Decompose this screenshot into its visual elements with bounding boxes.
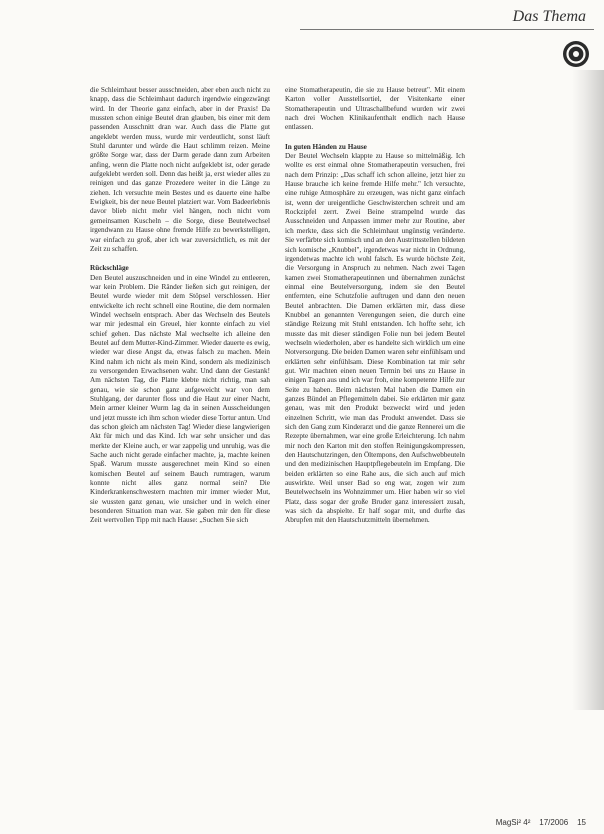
page-number: 15 [577,818,586,827]
right-section-heading: In guten Händen zu Hause [285,142,367,151]
left-body-paragraph: Den Beutel auszuschneiden und in eine Windel zu entleeren, war kein Problem. Die Ränder ließen sich gut reinigen, der Beutel wurde wieder mit dem Stöpsel verschlossen. Hier entwickelte ich recht schnell eine Routine, die dem normalen Windel wechseln entsprach. Aber das Wechseln des Beutels war mir jedesmal ein Greuel, hier konnte einfach zu viel schief gehen. Das nächste Mal wechselte ich alleine den Beutel auf dem Mutter-Kind-Zimmer. Wieder dauerte es ewig, wieder war diese Angst da, etwas falsch zu machen. Mein Kind nahm ich nicht als mein Kind, sondern als medizinisch zu versorgenden Erwachsenen wahr. Und dann der Gestank! Am nächsten Tag, die Platte klebte nicht richtig, man sah genau, wie sie schon ganz aufgeweicht war von dem Stuhlgang, der darunter floss und die Haut zur einer Nacht, Mein armer kleiner Wurm lag da in seinen Ausscheidungen und jetzt musste ich ihm schon wieder diese Tortur antun. Und das schon gleich am nächsten Tag! Wieder diese langwierigen Akt für mich und das Kind. Ich war sehr unsicher und das merkte der Kleine auch, er war zappelig und unruhig, was die Sache auch nicht gerade einfacher machte, ja, machte keinen Spaß. Warum musste ausgerechnet mein Kind so einen komischen Beutel auf seinem Bauch rumtragen, warum konnte nicht alles ganz normal sein? Die Kinderkrankenschwestern machten mir immer wieder Mut, sie wussten ganz genau, wie unsicher und in welch einer besonderen Situation man war. Sie gaben mir den für diese Zeit wertvollen Tipp mit nach Hause: „Suchen Sie sich [90,273,271,525]
binding-shadow [572,70,604,710]
magazine-name: MagSi² 4² [495,818,531,827]
right-column [285,86,465,526]
left-column [90,86,270,526]
right-intro-paragraph: eine Stomatherapeutin, die sie zu Hause betreut". Mit einem Karton voller Ausstellsortiel, der Visitenkarte einer Stomatherapeutin und Ultraschallbefund wurden wir zwei nach drei Wochen Klinikaufenthalt endlich nach Hause entlassen. [285,86,465,132]
spiral-logo-icon [562,40,590,68]
right-body-paragraph: Der Beutel Wechseln klappte zu Hause so mittelmäßig. Ich wollte es erst einmal ohne Stomatherapeutin versuchen, frei nach dem Prinzip: „Das schaff ich schon alleine, jetzt hier zu Hause brauche ich keine fremde Hilfe mehr." Ich versuchte, eine ruhige Atmosphäre zu erzeugen, was nicht ganz einfach ist, wenn der ureigentliche Geschwisterchen schreit und am Rockzipfel zerrt. Zwei Beine strampelnd wurde das Ausschneiden und Anpassen immer mehr zur Routine, aber ich merkte, dass sich die Schleimhaut ungünstig veränderte. Sie verfärbte sich komisch und an den Austrittsstellen bildeten sich komische „Knubbel", irgendetwas war nicht in Ordnung, irgendetwas machte ich wohl falsch. Es wurde höchste Zeit, die Versorgung in Anspruch zu nehmen. Nach zwei Tagen kamen zwei Stomatherapeutinnen und übernahmen zunächst einmal eine Beutelversorgung, indem sie den Beutel entfernten, eine Schutzfolie auftrugen und dann den neuen Beutel anbrachten. Die Damen erklärten mir, dass diese Knubbel an genannten Verengungen seien, die durch eine ständige Reizung mit Stuhl entstanden. Ich hoffte sehr, ich musste das mit dieser ständigen Folie nun bei jedem Beutel wechseln wiederholen, aber es handelte sich wirklich um eine Notversorgung. Die beiden Damen waren sehr einfühlsam und erklärten sehr einfühlsam. Diese Kombination tat mir sehr gut. Wir machten einen neuen Termin bei uns zu Hause in einigen Tagen aus und ich war froh, eine kompetente Hilfe zur Seite zu haben. Beim nächsten Mal haben die Damen ein ganzes Bündel an Pflegemitteln dabei. Sie erklärten mir ganz genau, was mit den Produkt bezweckt wird und jeden einzelnen Schritt, wie man das Produkt anwendet. Dass sie sich den Gang zum Kinderarzt und die ganze Rennerei um die Rezepte übernahmen, war eine große Erleichterung. Ich nahm mir noch den Karton mit den stoffen Reinigungskompressen, den Hautschutzringen, den Öltempons, den Aufschwebbeuteln und den medizinischen Hauptpflegebeuteln im Empfang. Die beiden erklärten so eine Rahe aus, die sich auch auf mich auswirkte. Weil unser Bad so eng war, zogen wir zum Beutelwechseln ins Wohnzimmer um. Hier haben wir so viel Platz, dass sogar der große Bruder ganz interessiert zusah, was sich da abspielte. Er half sogar mit, und durfte das Abrupfen mit den Hautschutzmitteln übernehmen. [285,152,465,525]
left-section-heading: Rückschläge [90,264,129,273]
issue-number: 17/2006 [539,818,569,827]
left-intro-paragraph: die Schleimhaut besser ausschneiden, aber eben auch nicht zu knapp, dass die Schleimhaut dadurch irgendwie eingezwängt wird. In der Theorie ganz einfach, aber in der Praxis! Da mussten schon einige Beutel dran glauben, bis einer mit dem passenden Ausschnitt dran war. Auch dass die Platte gut angeklebt werden muss, wurde mir verdeutlicht, sonst läuft Stuhl darunter und würde die Haut schlimm reizen. Meine größte Sorge war, dass der Darm gerade dann zum Arbeiten anfing, wenn die Platte noch nicht aufgeklebt ist, oder gerade aufgeklebt werden soll. Denn das heißt ja, erst wieder alles zu reinigen und das ganze Prozedere weiter in die Länge zu ziehen. Ich versuchte mein Bestes und es dauerte eine halbe Ewigkeit, bis der neue Beutel platziert war. Vom Badeerlebnis davor blieb nicht mehr viel hängen, noch nicht vom gemeinsamen Kuscheln – die Sorge, diese Beutelwechsel irgendwann zu Hause ohne fremde Hilfe zu bewerkstelligen, war einfach zu groß, aber ich war zuversichtlich, es mit der Zeit zu schaffen. [90,86,270,253]
section-title: Das Thema [512,8,586,25]
page-footer [496,818,586,827]
header-rule [300,29,594,30]
